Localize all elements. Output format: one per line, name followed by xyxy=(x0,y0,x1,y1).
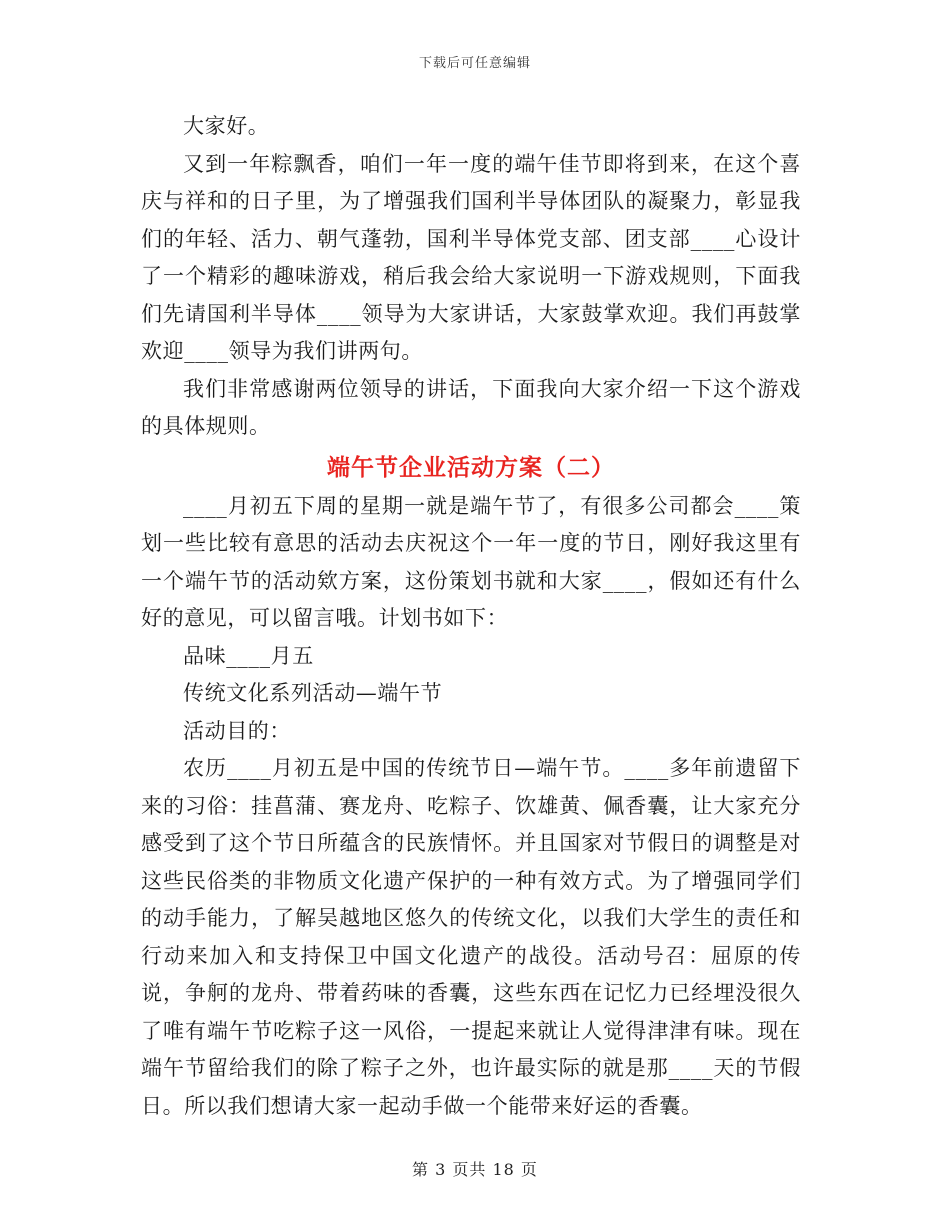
paragraph-intro: 又到一年粽飘香，咱们一年一度的端午佳节即将到来，在这个喜庆与祥和的日子里，为了增强我们国利半导体团队的凝聚力，彰显我们的年轻、活力、朝气蓬勃，国利半导体党支部、团支部____心设计了一个精彩的趣味游戏，稍后我会给大家说明一下游戏规则，下面我们先请国利半导体____领导为大家讲话，大家鼓掌欢迎。我们再鼓掌欢迎____领导为我们讲两句。 xyxy=(141,151,801,363)
paragraph-purpose-heading: 活动目的： xyxy=(183,718,291,743)
document-body xyxy=(141,108,801,1125)
page-footer: 第 3 页共 18 页 xyxy=(412,1160,538,1179)
paragraph-theme: 品味____月五 xyxy=(183,643,314,668)
paragraph-series: 传统文化系列活动—端午节 xyxy=(183,681,443,705)
paragraph-purpose-body: 农历____月初五是中国的传统节日—端午节。____多年前遗留下来的习俗：挂菖蒲、赛龙舟、吃粽子、饮雄黄、佩香囊，让大家充分感受到了这个节日所蕴含的民族情怀。并且国家对节假日的调整是对这些民俗类的非物质文化遗产保护的一种有效方式。为了增强同学们的动手能力，了解吴越地区悠久的传统文化，以我们大学生的责任和行动来加入和支持保卫中国文化遗产的战役。活动号召：屈原的传说，争舸的龙舟、带着药味的香囊，这些东西在记忆力已经埋没很久了唯有端午节吃粽子这一风俗，一提起来就让人觉得津津有味。现在端午节留给我们的除了粽子之外，也许最实际的就是那____天的节假日。所以我们想请大家一起动手做一个能带来好运的香囊。 xyxy=(141,756,801,1118)
paragraph-greeting: 大家好。 xyxy=(183,114,270,138)
paragraph-thanks: 我们非常感谢两位领导的讲话，下面我向大家介绍一下这个游戏的具体规则。 xyxy=(141,376,801,438)
page-header: 下载后可任意编辑 xyxy=(418,56,531,71)
paragraph-plan-intro: ____月初五下周的星期一就是端午节了，有很多公司都会____策划一些比较有意思的活动去庆祝这个一年一度的节日，刚好我这里有一个端午节的活动欸方案，这份策划书就和大家____，假如还有什么好的意见，可以留言哦。计划书如下： xyxy=(141,493,801,630)
section-title: 端午节企业活动方案（二） xyxy=(327,453,615,481)
